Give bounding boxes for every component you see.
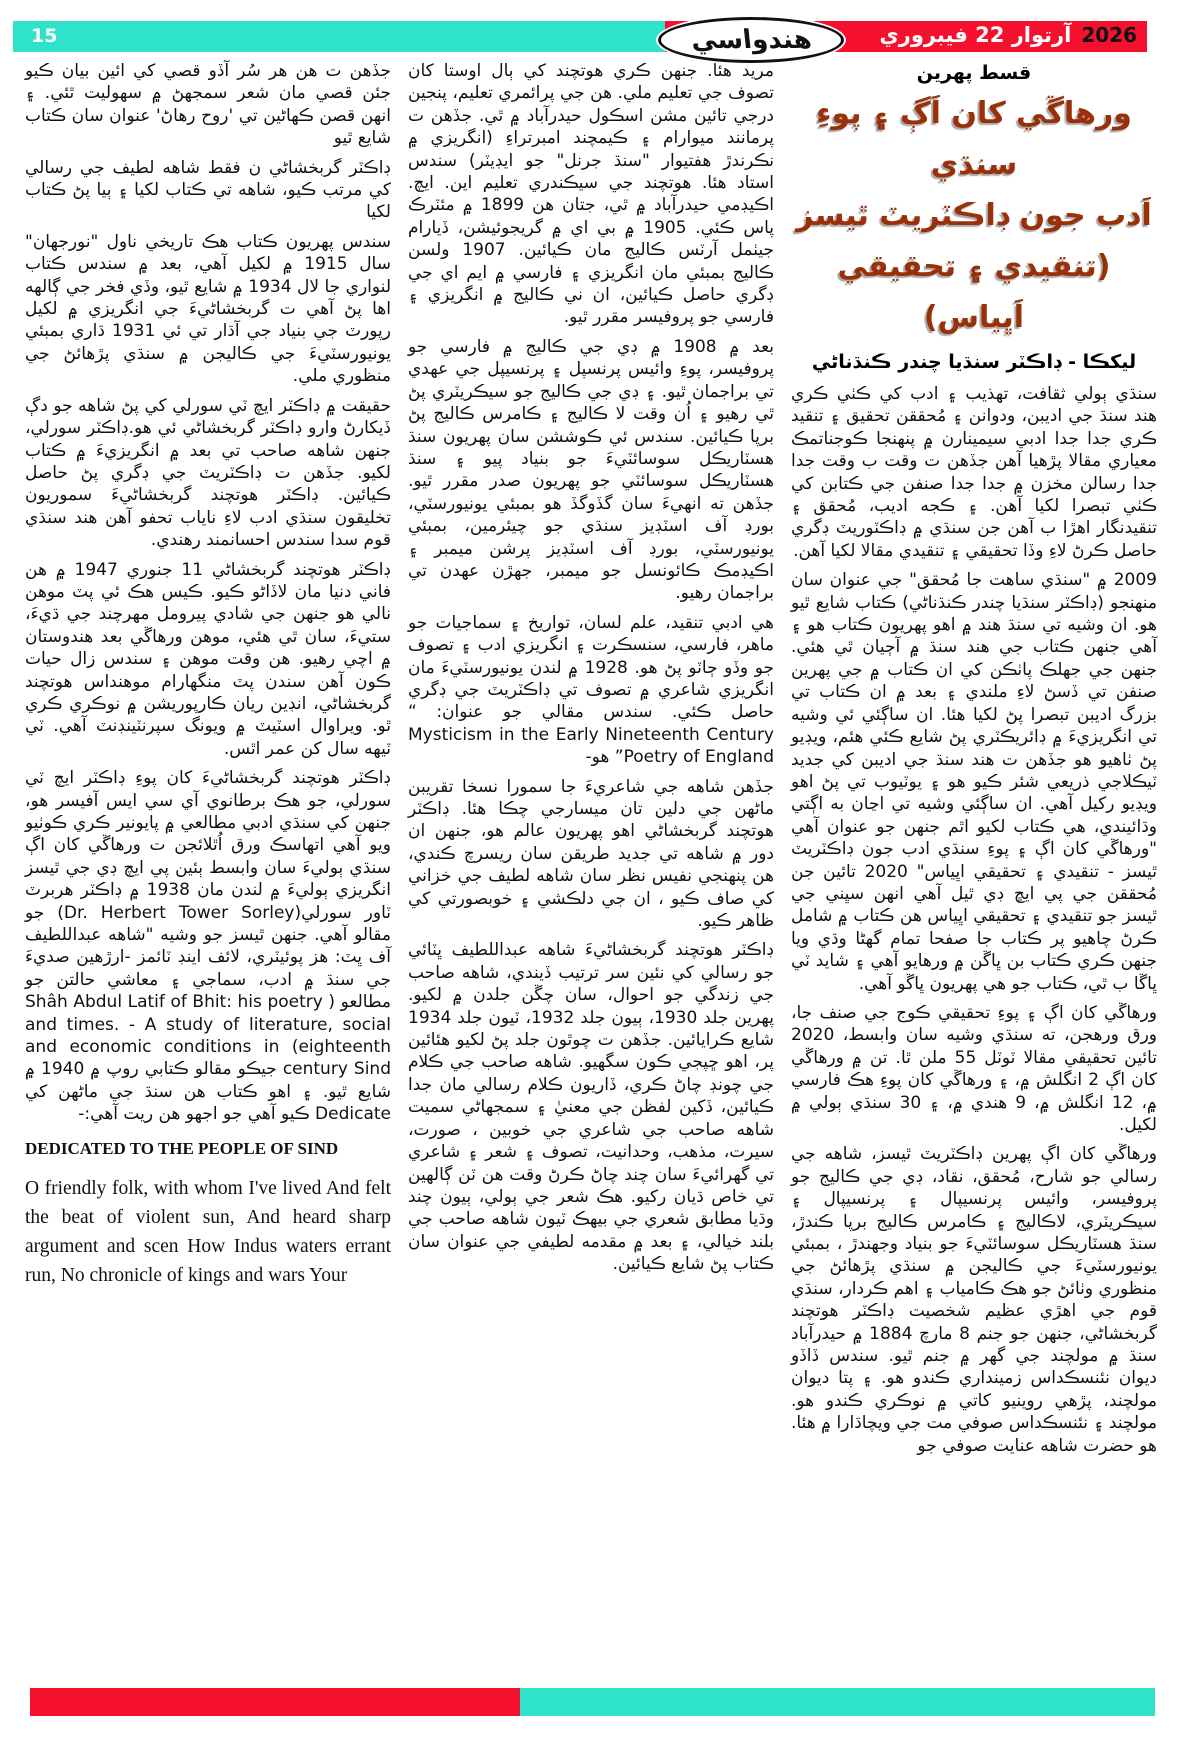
paragraph: سنڌي ٻولي ثقافت، تهذيب ۽ ادب کي ڪٺي ڪري هند سنڌ جي اديبن، ودوانن ۽ مُحققن تحقيق ۽ تنقيد ڪري جدا جدا ادبي سيمينارن ۾ پنهنجا ڪوجناتمڪ معياري مقالا پڙهيا آهن جڏهن ت وقت ب وقت جدا جدا رسالن مخزن ۾ جدا جدا صنفن جي ڪتابن کي ڪٺي تبصرا لکيا آهن. ۽ ڪجه اديب، مُحقق ۽ تنقيدنگار اهڙا ب آهن جن سنڌي ۾ ڊاڪٽوريٽ ڊگري حاصل ڪرڻ لاءِ وڏا تحقيقي ۽ تنقيدي مقالا لکيا آهن. [791,384,1157,561]
masthead-bar [13,21,1147,55]
paragraph: 2009 ۾ "سنڌي ساهت جا مُحقق" جي عنوان سان منهنجو (ڊاڪٽر سنڌيا چندر ڪنڌناڻي) ڪتاب شايع ٿيو هو. ان وشيه تي سنڌ هند ۾ اهو پهريون ڪتاب هو ۽ آهي جنهن ڪتاب جي هند سنڌ ۾ آڄيان ٿي هئي. جنهن جي جهلڪ پاٺڪن کي ان ڪتاب ۾ جي پهرين صنفن تي ڏسڻ لاءِ ملندي ۽ بعد ۾ ان ڪتاب تي بزرگ اديبن تبصرا پڻ لکيا هئا. ان ساڳئي ئي وشيه تي انگريزيءَ ۾ ڊائريڪٽري پڻ شايع ڪئي هئم، ويڊيو پڻ ٺاهيو هو جڏهن ت هند سنڌ جي اديبن کي جديد ٽيڪلاجي ذريعي شئر ڪيو هو ۽ يوٽيوب تي پڻ اهو ويڊيو رکيل آهي. ان ساڳئي وشيه تي اڃان به اڳتي وڌائيندي، هي ڪتاب لکيو اٿم جنهن جو عنوان آهي "ورهاڱي کان اڳ ۽ پوءِ سنڌي ادب جون ڊاڪٽريٽ ٿيسز - تنقيدي ۽ تحقيقي اڀياس" 2020 تائين جن مُحققن جي پي ايڇ ڊي ٿيل آهي انهن سڀني جي ٿيسز جو تنقيدي ۽ تحقيقي اڀياس هن ڪتاب ۾ شامل ڪرڻ چاهيو پر ڪتاب جا صفحا تمام گهڻا وڌي ويا جنهن ڪري ڪتاب بن ڀاڱن ۾ ورهايو آهي ۽ شايد ٽي ڀاڱا ب ٿي، ڪتاب جو هي پهريون ڀاڱو آهي. [791,570,1157,994]
paragraph: بعد ۾ 1908 ۾ ڊي جي ڪاليج ۾ فارسي جو پروفيسر، پوءِ وائيس پرنسپل ۽ پرنسيپل جي عهدي تي براجمان ٿيو. ۽ ڊي جي ڪاليج جو سيڪريٽري پڻ ٿي رهيو ۽ اُن وقت لا ڪاليج ۽ ڪامرس ڪاليج پڻ برپا ڪيائين. سندس ئي ڪوششن سان پهريون سنڌ هسٽاريڪل سوسائٽيءَ جو بنياد پيو ۽ سنڌ هسٽاريڪل سوسائٽي جو پهريون صدر مقرر ٿيو. جڏهن ته انهيءَ سان گڏوگڏ هو بمبئي يونيورسٽي، بورڊ آف اسٽڊيز سنڌي جو چيئرمين، بمبئي يونيورسٽي، بورڊ آف اسٽڊيز پرشن ميمبر ۽ اڪيڊمڪ ڪائونسل جو ميمبر، جهڙن عهدن تي براجمان رهيو. [408,336,774,604]
footer-teal-strip [520,1688,1155,1716]
byline: ليکڪا - ڊاڪٽر سنڌيا چندر ڪنڌناڻي [811,351,1137,373]
paragraph: مريد هئا. جنهن ڪري هوتچند کي ٻال اوستا کان تصوف جي تعليم ملي. هن جي پرائمري تعليم، پنجين درجي تائين مشن اسڪول حيدرآباد ۾ ٿي. جڏهن ت پرمانند ميوارام ۽ ڪيمچند امبرتراءِ (انگريزي ۾ نڪرندڙ هفتيوار "سنڌ جرنل" جو ايڊيٽر) سندس استاد هئا. هوتچند جي سيڪندري تعليم اين. ايچ. اڪيڊمي حيدرآباد ۾ ٿي، جتان هن 1899 ۾ مئٽرڪ پاس ڪئي. 1905 ۾ بي اي ۾ گريجوئيشن، ڏيارام جيٺمل آرٽس ڪاليج مان ڪيائين. 1907 ولسن ڪاليج بمبئي مان انگريزي ۽ فارسي ۾ ايم اي جي ڊگري حاصل ڪيائين، ان ني ڪاليج ۾ انگريزي ۽ فارسي جو پروفيسر مقرر ٿيو. [408,61,774,328]
paragraph: جڏهن شاهه جي شاعريءَ جا سمورا نسخا تقريبن ماڻهن جي دلين تان ميسارجي چڪا هئا. ڊاڪٽر هوتچند گربخشاڻي اهو پهريون عالم هو، جنهن ان دور ۾ شاهه تي جديد طريقن سان ريسرچ ڪندي، هن پنهنجي نفيس نظر سان شاهه لطيف جي خزاني کي صاف ڪيو ، ان جي دلڪشي ۽ خوبصورتي کي ظاهر ڪيو. [408,776,774,932]
headline-line-1: ورهاڱي کان اَڳ ۽ پوءِ سنڌي [816,96,1132,182]
page-number: 15 [31,25,58,47]
kicker: قسط پهرين [916,62,1032,84]
column-middle [408,60,774,1680]
footer-red-strip [30,1688,520,1716]
paragraph: ڊاڪٽر هوتچند گربخشاڻيءَ کان پوءِ ڊاڪٽر ايچ ٽي سورلي، جو هڪ برطانوي آي سي ايس آفيسر هو، جنهن کي سنڌي ادبي مطالعي ۾ پايونير ڪري ڪوٺيو ويو آهي اتهاسڪ ورق اُٿلائجن ت ورهاڱي کان اڳ سنڌي ٻوليءَ سان وابسط ٻئين پي ايچ ڊي جي ٿيسز انگريزي ٻوليءَ ۾ لندن مان 1938 ۾ ڊاڪٽر هربرٽ ٽاور سورلي(Dr. Herbert Tower Sorley) جو مقالو آهي. جنهن ٿيسز جو وشيه "شاهه عبداللطيف آف ڀٽ: هز پوئيٽري، لائف اينڊ ٽائمز -ارڙهين صديءَ جي سنڌ ۾ ادب، سماجي ۽ معاشي حالتن جو مطالعو ( Shâh Abdul Latif of Bhit: his poetry and times. - A study of literature, social and economic conditions in (eighteenth century Sind جيڪو مقالو ڪتابي روپ ۾ 1940 ۾ شايع ٿيو. ۽ اهو ڪتاب هن سنڌ جي ماڻهن کي Dedicate ڪيو آهي جو اجهو هن ريت آهي:- [25,768,392,1125]
paragraph: جڏهن ت هن هر سُر آڏو قصي کي ائين بيان ڪيو جئن قصي مان شعر سمجهڻ ۾ سهوليت ٿئي. ۽ انهن قصن ڪهاڻين تي 'روح رهاڻ' عنوان سان ڪتاب شايع ٿيو [25,61,391,149]
paragraph: هي ادبي تنقيد، علم لسان، تواريخ ۽ سماجيات جو ماهر، فارسي، سنسڪرت ۽ انگريزي ادب ۽ تصوف جو وڏو ڄاٽو پڻ هو. 1928 ۾ لندن يونيورسٽيءَ مان انگريزي شاعري ۾ تصوف تي ڊاڪٽريٽ جي ڊگري حاصل ڪئي. سندس مقالي جو عنوان: “ Mysticism in the Early Nineteenth Century Poetry of England” هو- [408,612,774,768]
issue-year: 2026 [1081,23,1137,47]
paragraph: سندس پهريون ڪتاب هڪ تاريخي ناول "نورجهان" سال 1915 ۾ لکيل آهي، بعد ۾ سندس ڪتاب لنواري جا لال 1934 ۾ شايع ٿيو، وڏي فخر جي ڳالهه اها پڻ آهي ت گربخشاڻيءَ جي انگريزي ۾ لکيل رپورٽ جي بنياد جي آڌار تي ئي 1931 ڌاري بمبئي يونيورسٽيءَ جي ڪاليجن ۾ سنڌي پڙهائڻ جي منظوري ملي. [25,231,392,387]
paragraph: ورهاڱي کان اڳ ۽ پوءِ تحقيقي ڪوج جي صنف جا، ورق ورهجن، ته سنڌي وشيه سان وابسط، 2020 تائين تحقيقي مقالا ٽوٽل 55 ملن ٿا. تن ۾ ورهاڱي کان اڳ 2 انگلش ۾، ۽ ورهاڱي کان پوءِ هڪ فارسي ۾، 12 انگلش ۾، 9 هندي ۾، ۽ 30 سنڌي ٻولي ۾ لکيل. [791,1002,1158,1135]
header-teal-strip [13,21,665,52]
dedication-heading: DEDICATED TO THE PEOPLE OF SIND [25,1138,339,1158]
headline-line-3: (تنقيدي ۽ تحقيقي اَڀياس) [837,249,1111,335]
masthead-logo [658,17,844,63]
dedication-poem: O friendly folk, with whom I've lived And felt the beat of violent sun, And heard sharp argument and scen How Indus waters errant run, No chronicle of kings and wars Your [25,1177,391,1286]
issue-date [879,23,1137,47]
paragraph: حقيقت ۾ ڊاڪٽر ايچ ٽي سورلي کي پڻ شاهه جو دڳ ڏيکارڻ وارو ڊاڪٽر گربخشاڻي ئي هو.ڊاڪٽر سورلي، جنهن شاهه صاحب تي بعد ۾ انگريزيءَ ۾ ڪتاب لکيو. جڏهن ت ڊاڪٽريٽ جي ڊگري پڻ حاصل ڪيائين. ڊاڪٽر هوتچند گربخشاڻيءَ سموريون تخليقون سنڌي ادب لاءِ ناياب تحفو آهن هند سنڌي قوم سدا سندس احسانمند رهندي. [25,395,391,551]
paragraph: ڊاڪٽر هوتچند گربخشاڻي 11 جنوري 1947 ۾ هن فاني دنيا مان لاڏاڻو ڪيو. ڪيس هڪ ئي پٽ موهن نالي هو جنهن جي شادي پيرومل مهرچند جي ڌيءَ، ستيءَ، سان ٿي هئي، موهن ورهاڱي بعد هندوستان ۾ اچي رهيو. هن وقت موهن ۽ سندس زال حيات ڪون آهن سندن پٽ منگهارام موهنداس هوتچند گربخشاڻي، انڊين ريان ڪارپوريشن ۾ نوڪري ڪري ٿو. ويراوال اسٽيٽ ۾ ويونگ سپرنٽينڊنٽ آهي. ٽي ٽيهه سال کن عمر اٿس. [25,559,391,759]
paragraph: ڊاڪٽر هوتچند گربخشاڻيءَ شاهه عبداللطيف ڀٽائي جو رسالي کي نئين سر ترتيب ڏيندي، شاهه صاحب جي زندگي جو احوال، سان چڱن جلدن ۾ لکيو. پهرين جلد 1930، ٻيون جلد 1932، ٽيون جلد 1934 شايع ڪرايائين. جڏهن ت چوٿون جلد پڻ لکيو هئائين پر، اهو ڇپجي ڪون سگهيو. شاهه صاحب جي ڪلام جي چونڊ چاڻ ڪري، ڏاريون ڪلام رسالي مان جدا ڪيائين، ڏکين لفظن جي معنيٰ ۽ سمجهاڻي سميت شاهه صاحب جي شاعري جي خوبين ، صورت، سيرت، مذهب، وحدانيت، تصوف ۽ شعر ۽ شاعري تي گهرائيءَ سان چند چاڻ ڪرڻ وقت هن ٽن ڳالهين تي خاص ڌيان رکيو. هڪ شعر جي ٻولي، ٻيون چند وڌيا مطابق شعري جي بيهڪ ٽيون شاهه صاحب جي بلند خيالي، ۽ بعد ۾ مقدمه لطيفي جي عنوان سان ڪتاب پڻ شايع ڪيائين. [408,940,774,1275]
paragraph: ورهاڱي کان اڳ پهرين ڊاڪٽريٽ ٿيسز، شاهه جي رسالي جو شارح، مُحقق، نقاد، ڊي جي ڪاليج جو پروفيسر، وائيس پرنسيپال ۽ پرنسيپال ۽ سيڪريٽري، لاڪاليج ۽ ڪامرس ڪاليج برپا ڪندڙ، سنڌ هسٽاريڪل سوسائٽيءَ جو بنياد وجهندڙ ، بمبئي يونيورسٽيءَ جي ڪاليجن ۾ سنڌي پڙهائڻ جي منظوري وٺائڻ جو هڪ ڪامياب ۽ اهم ڪردار، سنڌي قوم جي اهڙي عظيم شخصيت ڊاڪٽر هوتچند گربخشاڻي، جنهن جو جنم 8 مارچ 1884 ۾ حيدرآباد سنڌ ۾ مولچند جي گهر ۾ جنم ٿيو. سندس ڏاڏو ديوان نئنسڪداس زمينداري ڪندو هو. ۽ پتا ديوان مولچند، پڙهي روينيو کاتي ۾ نوڪري ڪندو هو. مولچند ۽ نئنسڪداس صوفي مت جي ويچاڌارا ۾ هئا. هو حضرت شاهه عنايت صوفي جو [791,1144,1157,1456]
masthead-title: هندواسي [689,25,813,55]
footer-bar [30,1688,1155,1716]
article-columns [24,60,1157,1680]
column-left [25,60,391,1680]
headline [791,88,1157,343]
headline-line-2: اَدب جون ڊاڪٽريٽ ٿيسز [796,198,1152,233]
paragraph: ڊاڪٽر گربخشاڻي ن فقط شاهه لطيف جي رسالي کي مرتب ڪيو، شاهه تي ڪتاب لکيا ۽ ٻيا پڻ ڪتاب لکيا [25,157,391,223]
column-right [791,60,1157,1680]
issue-day-month: آرتوار 22 فيبروري [879,23,1072,47]
